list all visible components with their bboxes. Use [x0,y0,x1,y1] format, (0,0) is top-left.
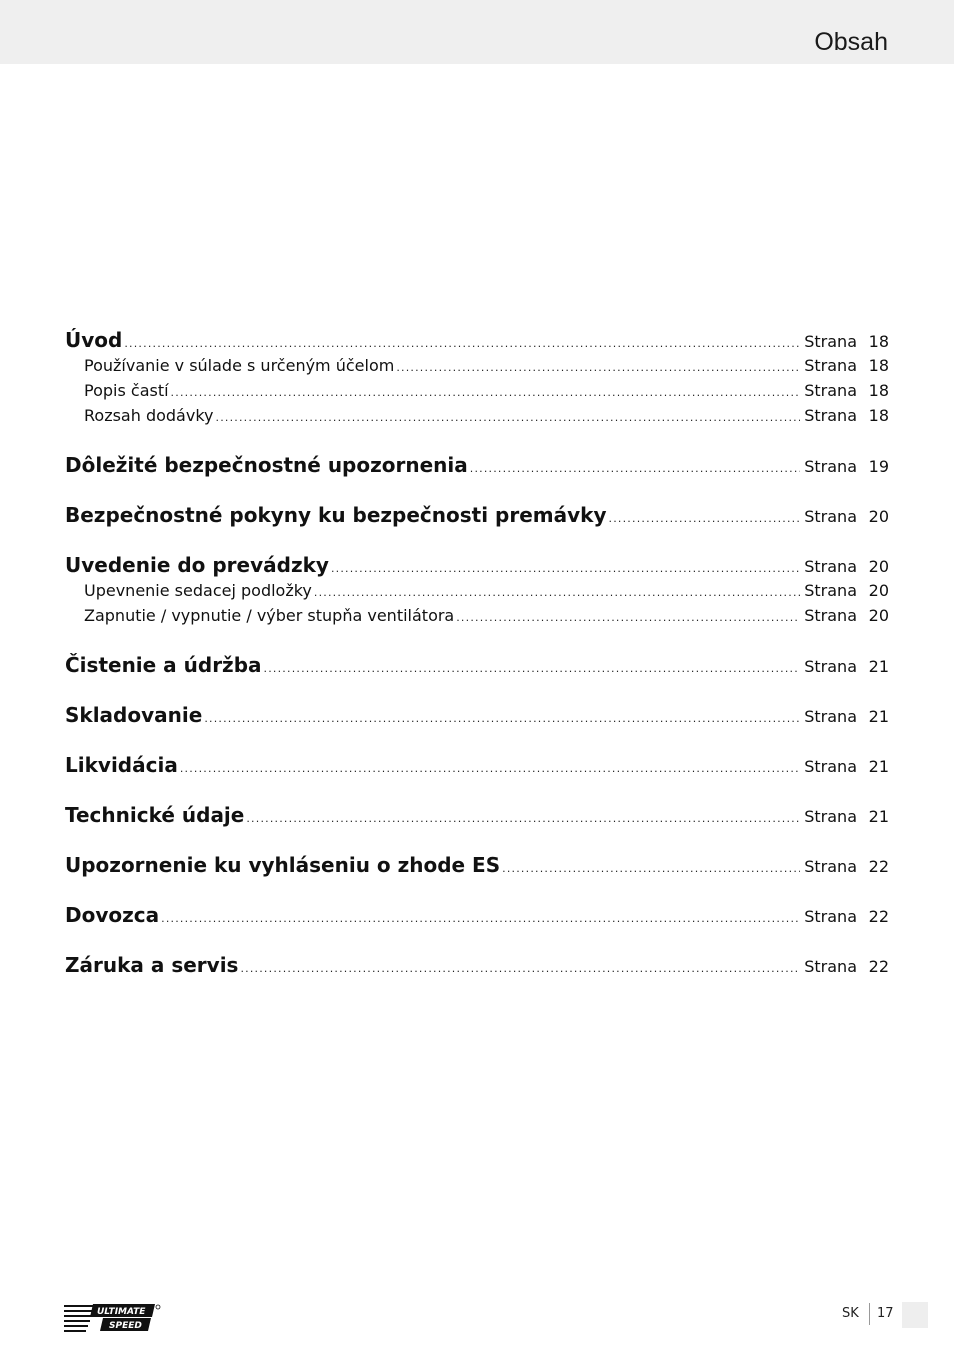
dot-leader [331,556,800,581]
toc-entry [65,328,889,353]
toc-subentry [65,353,889,378]
toc-page-number: 18 [868,332,889,351]
toc-entry-title: Uvedenie do prevádzky [65,553,329,577]
dot-leader [216,405,801,430]
toc-entry-title: Dovozca [65,903,160,927]
toc-page-number: 20 [868,557,889,576]
toc-entry [65,653,889,678]
toc-page-number: 21 [868,657,889,676]
toc-page-label: Strana [804,606,857,625]
toc-page-number: 21 [868,707,889,726]
toc-entry-title: Bezpečnostné pokyny ku bezpečnosti premávky [65,503,607,527]
toc-subentry [65,578,889,603]
footer-language-code: SK [842,1306,859,1321]
toc-page-label: Strana [804,957,857,976]
toc-entry-title: Úvod [65,328,123,352]
dot-leader [204,706,800,731]
toc-entry [65,503,889,528]
toc-entry-title: Upozornenie ku vyhláseniu o zhode ES [65,853,501,877]
toc-entry-title: Záruka a servis [65,953,239,977]
toc-subentry [65,378,889,403]
toc-entry [65,803,889,828]
toc-page-label: Strana [804,381,857,400]
toc-page-number: 22 [868,907,889,926]
toc-page-number: 21 [868,807,889,826]
toc-entry [65,453,889,478]
dot-leader [240,956,800,981]
toc-entry [65,753,889,778]
dot-leader [314,580,800,605]
toc-page-label: Strana [804,406,857,425]
toc-page-number: 20 [868,507,889,526]
dot-leader [161,906,800,931]
footer-corner-box [902,1302,928,1328]
toc-page-number: 19 [868,457,889,476]
toc-subentry [65,603,889,628]
table-of-contents [65,328,889,978]
toc-entry-title: Používanie v súlade s určeným účelom [84,356,395,375]
toc-page-label: Strana [804,707,857,726]
toc-subentry [65,403,889,428]
toc-page-number: 20 [868,581,889,600]
toc-page-label: Strana [804,457,857,476]
ultimate-speed-logo [63,1303,163,1333]
dot-leader [396,355,800,380]
toc-entry-title: Skladovanie [65,703,203,727]
toc-page-number: 20 [868,606,889,625]
toc-page-label: Strana [804,332,857,351]
dot-leader [470,456,800,481]
toc-entry-title: Čistenie a údržba [65,653,262,677]
toc-page-label: Strana [804,557,857,576]
toc-entry-title: Likvidácia [65,753,178,777]
header-band [0,0,954,64]
dot-leader [609,506,801,531]
toc-entry-title: Rozsah dodávky [84,406,214,425]
toc-entry-title: Dôležité bezpečnostné upozornenia [65,453,468,477]
dot-leader [246,806,800,831]
footer-page-number: 17 [877,1306,894,1321]
dot-leader [456,605,800,630]
logo-text-speed: SPEED [109,1321,142,1331]
toc-page-number: 18 [868,356,889,375]
toc-entry-title: Zapnutie / vypnutie / výber stupňa ventilátora [84,606,455,625]
toc-entry [65,553,889,578]
toc-page-label: Strana [804,907,857,926]
toc-page-number: 22 [868,857,889,876]
toc-entry-title: Popis častí [84,381,169,400]
toc-page-number: 21 [868,757,889,776]
logo-text-ultimate: ULTIMATE [97,1307,146,1317]
dot-leader [502,856,800,881]
toc-page-number: 18 [868,381,889,400]
toc-page-label: Strana [804,757,857,776]
toc-entry [65,853,889,878]
toc-page-label: Strana [804,507,857,526]
toc-entry [65,953,889,978]
toc-page-label: Strana [804,356,857,375]
footer-separator [869,1303,870,1325]
dot-leader [180,756,800,781]
toc-entry [65,903,889,928]
toc-page-label: Strana [804,807,857,826]
toc-entry-title: Upevnenie sedacej podložky [84,581,312,600]
dot-leader [264,656,801,681]
toc-entry [65,703,889,728]
toc-page-label: Strana [804,581,857,600]
toc-entry-title: Technické údaje [65,803,245,827]
toc-page-number: 18 [868,406,889,425]
toc-page-number: 22 [868,957,889,976]
toc-page-label: Strana [804,857,857,876]
page-title: Obsah [814,28,888,56]
dot-leader [171,380,801,405]
toc-page-label: Strana [804,657,857,676]
